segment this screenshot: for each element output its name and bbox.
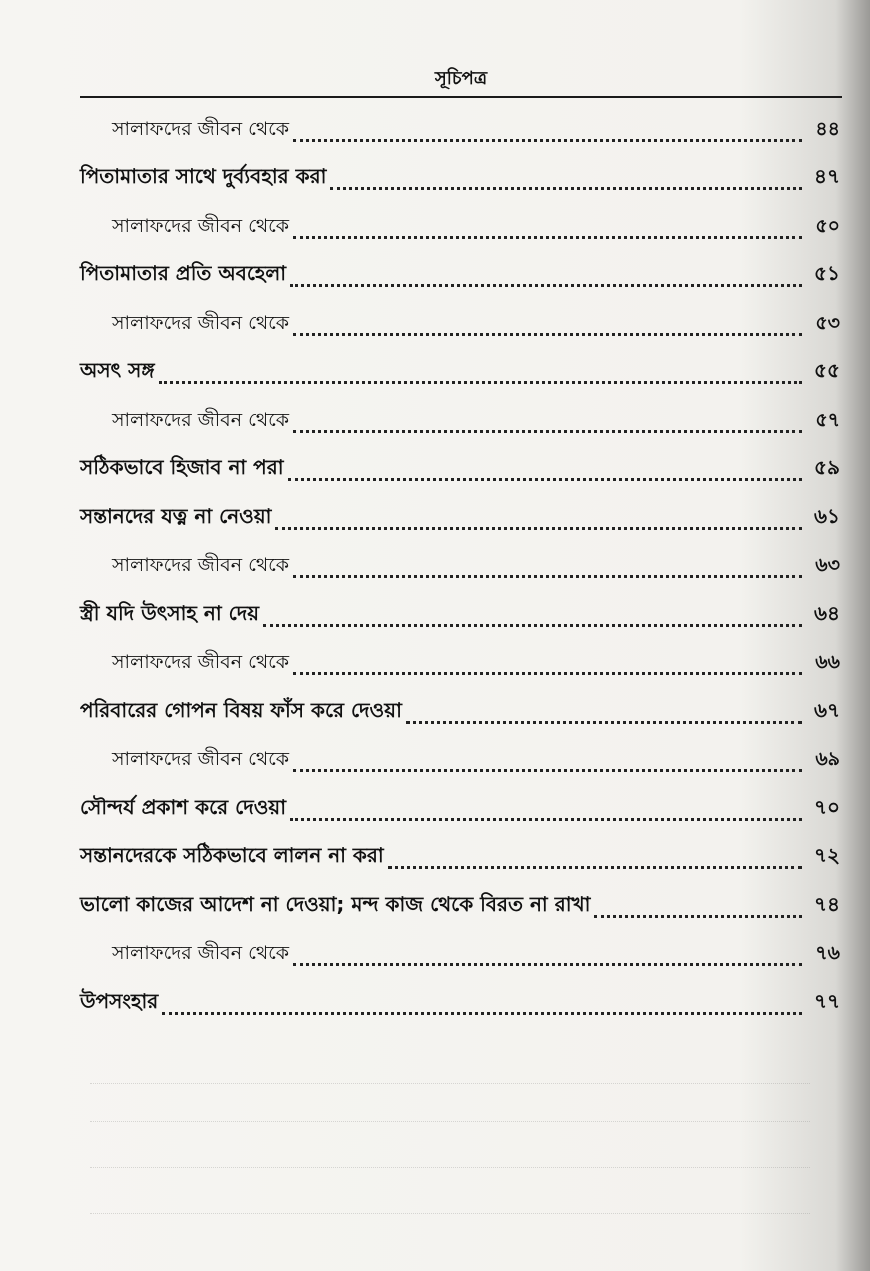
toc-leader-dots bbox=[594, 915, 802, 918]
toc-entry-label: সালাফদের জীবন থেকে bbox=[112, 748, 290, 770]
toc-entry-label: সালাফদের জীবন থেকে bbox=[112, 651, 290, 673]
toc-entry-page-number: ৭৪ bbox=[814, 891, 840, 916]
page-header bbox=[80, 58, 842, 98]
toc-entry-label: সালাফদের জীবন থেকে bbox=[112, 554, 290, 576]
toc-entry-page-number: ৫৩ bbox=[815, 311, 840, 334]
toc-entry-page-number: ৫৫ bbox=[814, 358, 840, 382]
toc-entry bbox=[80, 153, 840, 202]
toc-leader-dots bbox=[293, 333, 802, 336]
toc-entry bbox=[80, 541, 840, 590]
toc-entry bbox=[80, 298, 840, 347]
toc-leader-dots bbox=[293, 769, 802, 772]
toc-entry bbox=[80, 638, 840, 687]
toc-entry bbox=[80, 735, 840, 784]
toc-entry bbox=[80, 880, 840, 929]
toc-entry bbox=[80, 832, 840, 881]
toc-entry-page-number: ৫৭ bbox=[815, 408, 840, 431]
toc-leader-dots bbox=[330, 187, 802, 190]
toc-entry-page-number: ৭৭ bbox=[813, 988, 840, 1013]
toc-leader-dots bbox=[159, 381, 802, 384]
bleed-through-line bbox=[90, 1120, 810, 1122]
toc-entry-label: সালাফদের জীবন থেকে bbox=[112, 311, 290, 334]
toc-entry-page-number: ৬৩ bbox=[815, 554, 840, 576]
toc-entry-label: পিতামাতার প্রতি অবহেলা bbox=[80, 261, 287, 285]
toc-entry-label: ভালো কাজের আদেশ না দেওয়া; মন্দ কাজ থেকে বিরত না রাখা bbox=[80, 891, 591, 916]
toc-entry-label: পিতামাতার সাথে দুর্ব্যবহার করা bbox=[80, 164, 327, 188]
toc-entry bbox=[80, 589, 840, 638]
toc-entry-page-number: ৬৪ bbox=[814, 600, 840, 625]
toc-entry-page-number: ৭৬ bbox=[815, 942, 840, 964]
toc-entry-label: সালাফদের জীবন থেকে bbox=[112, 117, 290, 140]
toc-entry-page-number: ৬১ bbox=[814, 503, 840, 528]
toc-leader-dots bbox=[293, 139, 802, 142]
toc-entry-page-number: ৬৭ bbox=[813, 697, 840, 722]
toc-entry bbox=[80, 104, 840, 153]
toc-entry bbox=[80, 250, 840, 299]
toc-entry bbox=[80, 977, 840, 1026]
bleed-through-line bbox=[90, 1082, 810, 1084]
toc-leader-dots bbox=[293, 236, 802, 239]
toc-leader-dots bbox=[162, 1012, 802, 1015]
toc-entry bbox=[80, 686, 840, 735]
toc-leader-dots bbox=[388, 866, 802, 869]
toc-entry bbox=[80, 395, 840, 444]
toc-entry-page-number: ৫৯ bbox=[814, 455, 840, 479]
toc-entry-label: সালাফদের জীবন থেকে bbox=[112, 408, 290, 431]
toc-entry-page-number: ৪৪ bbox=[815, 117, 840, 140]
toc-leader-dots bbox=[290, 818, 802, 821]
toc-leader-dots bbox=[406, 721, 802, 724]
toc-entry-label: সালাফদের জীবন থেকে bbox=[112, 214, 290, 237]
toc-entry-page-number: ৪৭ bbox=[814, 164, 840, 188]
toc-entry bbox=[80, 201, 840, 250]
bleed-through-line bbox=[90, 1212, 810, 1214]
toc-entry-page-number: ৫০ bbox=[815, 214, 840, 237]
toc-entry-page-number: ৭০ bbox=[813, 794, 840, 819]
toc-entry-label: পরিবারের গোপন বিষয় ফাঁস করে দেওয়া bbox=[80, 697, 402, 722]
toc-entry-label: সঠিকভাবে হিজাব না পরা bbox=[80, 455, 284, 479]
toc-entry-label: সন্তানদের যত্ন না নেওয়া bbox=[80, 503, 272, 528]
toc-entry-page-number: ৭২ bbox=[813, 843, 840, 867]
toc-entry-label: উপসংহার bbox=[80, 988, 159, 1013]
toc-entry-label: সালাফদের জীবন থেকে bbox=[112, 942, 290, 964]
bleed-through-line bbox=[90, 1166, 810, 1168]
toc-entry bbox=[80, 783, 840, 832]
toc-entry-page-number: ৫১ bbox=[814, 261, 840, 285]
page-title: সূচিপত্র bbox=[434, 68, 488, 89]
toc-entry bbox=[80, 929, 840, 978]
toc-entry bbox=[80, 444, 840, 493]
toc-leader-dots bbox=[293, 963, 802, 966]
toc-leader-dots bbox=[288, 478, 802, 481]
toc-leader-dots bbox=[293, 575, 802, 578]
toc-entry-page-number: ৬৬ bbox=[815, 651, 840, 673]
toc-leader-dots bbox=[293, 672, 802, 675]
toc-entry-label: সৌন্দর্য প্রকাশ করে দেওয়া bbox=[80, 794, 287, 819]
toc-leader-dots bbox=[263, 624, 802, 627]
toc-leader-dots bbox=[293, 430, 802, 433]
toc-entry-label: স্ত্রী যদি উৎসাহ না দেয় bbox=[80, 600, 260, 625]
toc-leader-dots bbox=[275, 527, 802, 530]
toc-entry-label: সন্তানদেরকে সঠিকভাবে লালন না করা bbox=[80, 843, 384, 867]
toc-entry-label: অসৎ সঙ্গ bbox=[80, 358, 155, 382]
table-of-contents bbox=[80, 104, 840, 1026]
toc-leader-dots bbox=[290, 284, 802, 287]
toc-entry bbox=[80, 492, 840, 541]
toc-entry bbox=[80, 347, 840, 396]
toc-entry-page-number: ৬৯ bbox=[815, 748, 840, 770]
